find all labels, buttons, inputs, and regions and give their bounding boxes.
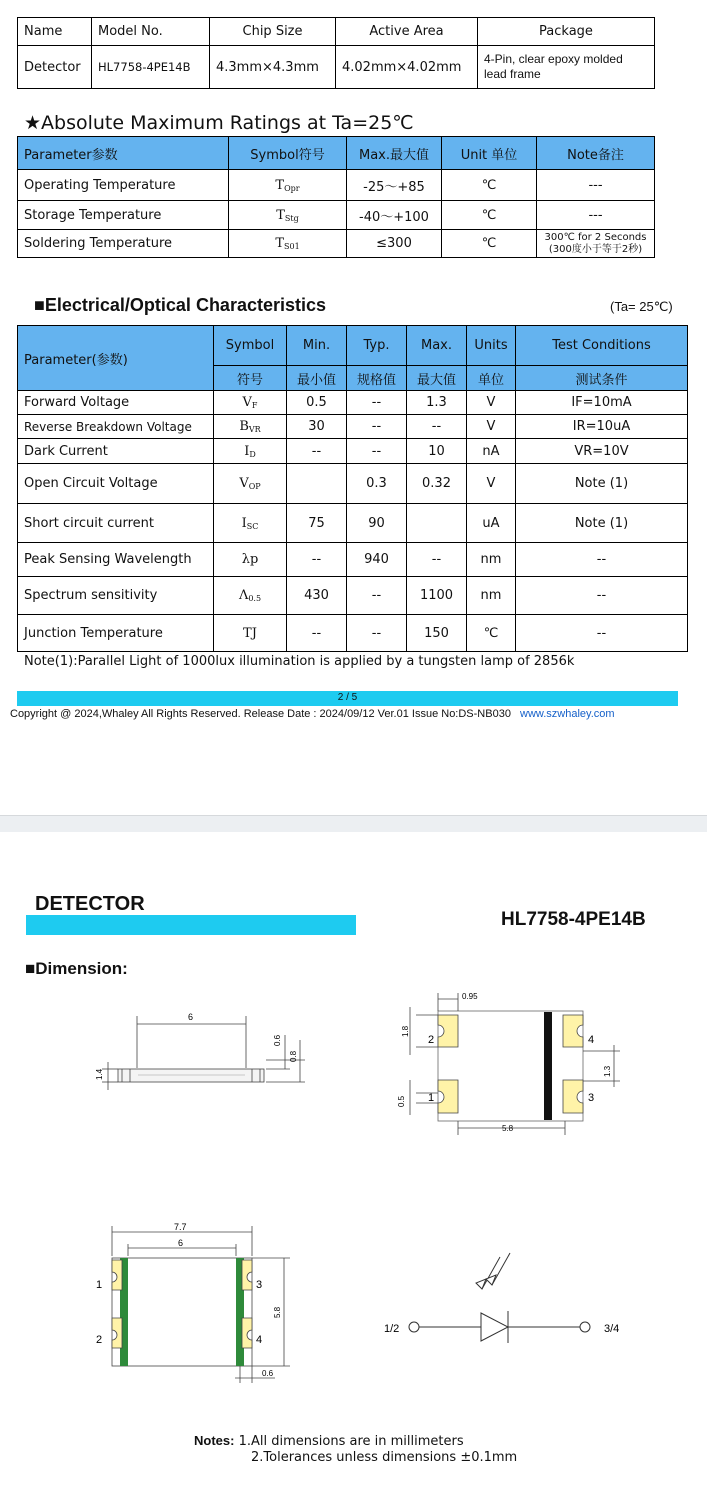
- table-row: [18, 391, 688, 415]
- eo-table: [17, 325, 688, 652]
- abs-note: ---: [537, 170, 655, 201]
- eo-min: [287, 464, 347, 504]
- eo-param: Dark Current: [18, 439, 214, 464]
- footer-bar: [17, 691, 678, 706]
- eo-cond-cell: --: [516, 615, 688, 652]
- eo-unit: uA: [467, 504, 516, 543]
- dimension-heading: ■Dimension:: [25, 959, 128, 978]
- eo-max: --: [407, 415, 467, 439]
- eo-typ: --: [347, 615, 407, 652]
- abs-note: 300℃ for 2 Seconds (300度小于等于2秒): [537, 230, 655, 258]
- copyright-text: Copyright @ 2024,Whaley All Rights Reserved. Release Date : 2024/09/12 Ver.01 Issue No:DS-NB030: [10, 708, 511, 720]
- photodiode-symbol: [380, 1245, 630, 1355]
- eo-unit: nm: [467, 543, 516, 577]
- cell-area: 4.02mm×4.02mm: [336, 46, 478, 89]
- eo-min: 75: [287, 504, 347, 543]
- table-row: [18, 615, 688, 652]
- eo-min: --: [287, 615, 347, 652]
- eo-symbol: $I_D$: [214, 439, 287, 464]
- abs-th-param: Parameter参数: [18, 137, 229, 170]
- eo-unit: V: [467, 464, 516, 504]
- eo-param: Forward Voltage: [18, 391, 214, 415]
- notes-label: Notes:: [194, 1433, 235, 1448]
- eo-param: Junction Temperature: [18, 615, 214, 652]
- abs-th-unit: Unit 单位: [442, 137, 537, 170]
- eo-unit: V: [467, 415, 516, 439]
- eo-unit: nA: [467, 439, 516, 464]
- eo-max: 0.32: [407, 464, 467, 504]
- eo-symbol: $V_F$: [214, 391, 287, 415]
- eo-param: Reverse Breakdown Voltage: [18, 415, 214, 439]
- eo-note: Note(1):Parallel Light of 1000lux illumination is applied by a tungsten lamp of 2856k: [24, 654, 575, 669]
- eo-th-typ: Typ.: [347, 326, 407, 366]
- eo-th-min-cn: 最小值: [287, 366, 347, 391]
- th-model: Model No.: [92, 18, 210, 46]
- eo-symbol: λp: [214, 543, 287, 577]
- eo-max: 150: [407, 615, 467, 652]
- abs-note: ---: [537, 201, 655, 230]
- eo-typ: --: [347, 391, 407, 415]
- product-table: [17, 17, 655, 89]
- abs-th-symbol: Symbol符号: [229, 137, 347, 170]
- eo-cond-cell: Note (1): [516, 464, 688, 504]
- eo-th-units: Units: [467, 326, 516, 366]
- eo-symbol: $B_{VR}$: [214, 415, 287, 439]
- symbol-left-label: 1/2: [384, 1323, 400, 1335]
- eo-th-param: Parameter(参数): [18, 326, 214, 391]
- pin-label: 2: [428, 1034, 435, 1046]
- abs-th-note: Note备注: [537, 137, 655, 170]
- abs-unit: ℃: [442, 230, 537, 258]
- abs-symbol: $T_{Opr}$: [229, 170, 347, 201]
- table-row: [18, 415, 688, 439]
- table-row: [18, 504, 688, 543]
- cell-model: HL7758-4PE14B: [92, 46, 210, 89]
- pin-label: 1: [96, 1279, 103, 1291]
- eo-th-cond: Test Conditions: [516, 326, 688, 366]
- abs-unit: ℃: [442, 201, 537, 230]
- eo-th-units-cn: 单位: [467, 366, 516, 391]
- eo-title: ■Electrical/Optical Characteristics: [34, 295, 327, 315]
- abs-max: ≤300: [347, 230, 442, 258]
- table-row: [18, 577, 688, 615]
- table-row: [18, 230, 655, 258]
- table-row: [18, 170, 655, 201]
- dim-top-bottom: 5.8: [502, 1124, 514, 1133]
- model-heading: HL7758-4PE14B: [501, 909, 646, 930]
- website-link[interactable]: www.szwhaley.com: [520, 708, 615, 720]
- eo-th-max-cn: 最大值: [407, 366, 467, 391]
- notes: [194, 1433, 517, 1466]
- eo-typ: --: [347, 577, 407, 615]
- cathode-band: [544, 1012, 552, 1120]
- symbol-right-label: 3/4: [604, 1323, 620, 1335]
- eo-cond-cell: --: [516, 543, 688, 577]
- note-1: 1.All dimensions are in millimeters: [238, 1434, 464, 1449]
- eo-param: Short circuit current: [18, 504, 214, 543]
- dim-top-l1: 1.8: [401, 1025, 410, 1037]
- eo-typ: 940: [347, 543, 407, 577]
- dim-side-top: 6: [188, 1012, 194, 1022]
- abs-symbol: $T_{S01}$: [229, 230, 347, 258]
- eo-th-cond-cn: 测试条件: [516, 366, 688, 391]
- th-area: Active Area: [336, 18, 478, 46]
- abs-param: Operating Temperature: [18, 170, 229, 201]
- note-2: 2.Tolerances unless dimensions ±0.1mm: [251, 1450, 518, 1465]
- abs-param: Storage Temperature: [18, 201, 229, 230]
- eo-param: Peak Sensing Wavelength: [18, 543, 214, 577]
- abs-th-max: Max.最大值: [347, 137, 442, 170]
- eo-cond-cell: VR=10V: [516, 439, 688, 464]
- header-bar: [26, 915, 356, 935]
- dim-side-left: 1.4: [95, 1068, 104, 1080]
- eo-min: 430: [287, 577, 347, 615]
- dim-side-r2: 0.8: [289, 1050, 298, 1062]
- eo-unit: V: [467, 391, 516, 415]
- eo-th-symbol: Symbol: [214, 326, 287, 366]
- dim-bottom-inner: 6: [178, 1238, 184, 1248]
- eo-cond-cell: Note (1): [516, 504, 688, 543]
- abs-unit: ℃: [442, 170, 537, 201]
- pin-label: 2: [96, 1334, 103, 1346]
- table-row: [18, 439, 688, 464]
- eo-max: 1100: [407, 577, 467, 615]
- eo-max: --: [407, 543, 467, 577]
- eo-min: --: [287, 439, 347, 464]
- eo-th-max: Max.: [407, 326, 467, 366]
- copyright: [10, 708, 615, 720]
- eo-typ: --: [347, 415, 407, 439]
- pin-label: 4: [588, 1034, 595, 1046]
- pin-label: 1: [428, 1092, 435, 1104]
- eo-typ: 0.3: [347, 464, 407, 504]
- eo-unit: ℃: [467, 615, 516, 652]
- pin-label: 3: [256, 1279, 263, 1291]
- page-number: 2 / 5: [337, 692, 358, 703]
- eo-symbol: $I_{SC}$: [214, 504, 287, 543]
- eo-max: 1.3: [407, 391, 467, 415]
- dim-bottom-outer: 7.7: [174, 1222, 187, 1232]
- bottom-view-drawing: [90, 1218, 300, 1388]
- abs-max-table: [17, 136, 655, 258]
- eo-symbol: TJ: [214, 615, 287, 652]
- side-view-drawing: [90, 1010, 320, 1100]
- abs-max: -25～+85: [347, 170, 442, 201]
- table-row: [18, 201, 655, 230]
- eo-typ: 90: [347, 504, 407, 543]
- dim-bottom-height: 5.8: [273, 1306, 282, 1318]
- eo-min: 0.5: [287, 391, 347, 415]
- eo-cond-cell: IF=10mA: [516, 391, 688, 415]
- dim-bottom-pad: 0.6: [262, 1369, 274, 1378]
- pin-label: 3: [588, 1092, 595, 1104]
- abs-param: Soldering Temperature: [18, 230, 229, 258]
- dim-top-l2: 0.5: [397, 1095, 406, 1107]
- dim-top-pitch: 0.95: [462, 992, 478, 1001]
- table-row: [18, 464, 688, 504]
- cell-name: Detector: [18, 46, 92, 89]
- detector-heading: DETECTOR: [35, 893, 145, 915]
- eo-typ: --: [347, 439, 407, 464]
- abs-max: -40～+100: [347, 201, 442, 230]
- eo-symbol: $V_{OP}$: [214, 464, 287, 504]
- pin-label: 4: [256, 1334, 263, 1346]
- dim-side-r1: 0.6: [273, 1034, 282, 1046]
- eo-cond: (Ta= 25℃): [610, 299, 673, 314]
- page-separator: [0, 815, 707, 832]
- table-row: [18, 543, 688, 577]
- cell-chip: 4.3mm×4.3mm: [210, 46, 336, 89]
- eo-unit: nm: [467, 577, 516, 615]
- eo-cond-cell: --: [516, 577, 688, 615]
- th-name: Name: [18, 18, 92, 46]
- cell-package: 4-Pin, clear epoxy molded lead frame: [478, 46, 655, 89]
- eo-min: --: [287, 543, 347, 577]
- abs-max-title: ★Absolute Maximum Ratings at Ta=25℃: [24, 112, 414, 134]
- th-package: Package: [478, 18, 655, 46]
- eo-cond-cell: IR=10uA: [516, 415, 688, 439]
- top-view-drawing: [390, 985, 630, 1135]
- eo-min: 30: [287, 415, 347, 439]
- dim-top-right: 1.3: [603, 1065, 612, 1077]
- eo-th-typ-cn: 规格值: [347, 366, 407, 391]
- eo-max: 10: [407, 439, 467, 464]
- th-chip: Chip Size: [210, 18, 336, 46]
- eo-th-min: Min.: [287, 326, 347, 366]
- eo-symbol: $\Lambda_{0.5}$: [214, 577, 287, 615]
- eo-th-symbol-cn: 符号: [214, 366, 287, 391]
- eo-param: Spectrum sensitivity: [18, 577, 214, 615]
- eo-param: Open Circuit Voltage: [18, 464, 214, 504]
- eo-max: [407, 504, 467, 543]
- abs-symbol: $T_{Stg}$: [229, 201, 347, 230]
